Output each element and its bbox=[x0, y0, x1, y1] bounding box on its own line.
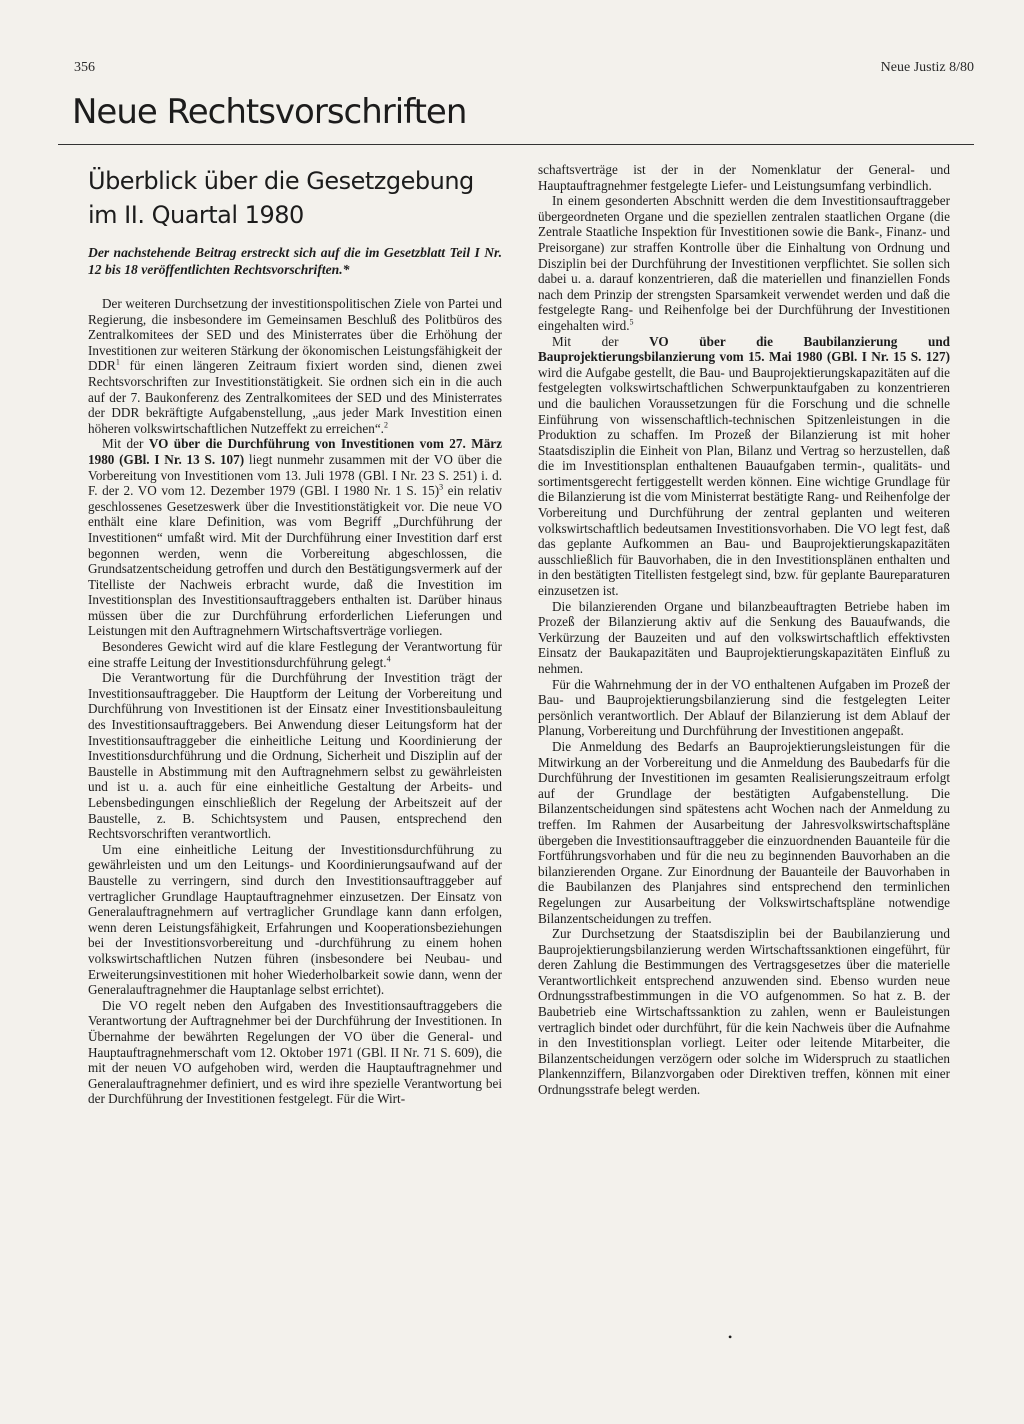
header-rule bbox=[58, 144, 974, 145]
paragraph-text: für einen längeren Zeitraum fixiert worden sind, dienen zwei Rechtsvorschriften zur Investitionstätigkeit. Sie ordnen sich ein in die auch auf der 7. Baukonferenz des Zentralkomitees der SED und des Ministerrates der DDR bekräftigte Aufgabenstellung, „aus jeder Mark Investition einen höheren volkswirtschaftlichen Nutzeffekt zu erreichen“. bbox=[88, 358, 502, 436]
paragraph-text: Besonderes Gewicht wird auf die klare Festlegung der Verantwortung für eine straffe Leitung der Investitionsdurchführung gelegt. bbox=[88, 639, 502, 670]
paragraph bbox=[88, 436, 502, 639]
paragraph-continued: schaftsverträge ist der in der Nomenklatur der General- und Hauptauftragnehmer festgelegte Liefer- und Leistungsumfang verbindlich. bbox=[538, 162, 950, 193]
regulation-citation: VO über die Baubilanzierung und Bauprojektierungsbilanzierung vom 15. Mai 1980 (GBl. I Nr. 15 S. 127) bbox=[538, 333, 950, 365]
paragraph: Zur Durchsetzung der Staatsdisziplin bei der Baubilanzierung und Bauprojektierungsbilanzierung werden Wirtschaftssanktionen eingeführt, für deren Zahlung die Bestimmungen des Vertragsgesetzes über die materielle Verantwortlichkeit entsprechend anzuwenden sind. Ebenso wurden neue Ordnungsstrafbestimmungen in die VO aufgenommen. So hat z. B. der Baubetrieb eine Wirtschaftssanktion zu zahlen, wenn er Bauleistungen vertraglich bindet oder durchführt, für die kein Nachweis über die Aufnahme in den Investitionsplan vorliegt. Leiter oder leitende Mitarbeiter, die Bilanzentscheidungen verzögern oder solche im Widerspruch zu staatlichen Plankennziffern, Bilanzvorgaben oder Direktiven treffen, können mit einer Ordnungsstrafe belegt werden. bbox=[538, 926, 950, 1098]
paragraph: Für die Wahrnehmung der in der VO enthaltenen Aufgaben im Prozeß der Bau- und Bauprojektierungsbilanzierung sind die festgelegten Leiter persönlich verantwortlich. Der Ablauf der Bilanzierung ist dem Ablauf der Planung, Vorbereitung und Durchführung der Investitionen angepaßt. bbox=[538, 676, 950, 739]
article-title-line-1: Überblick über die Gesetzgebung bbox=[88, 167, 474, 195]
paragraph-text: liegt nunmehr zusammen mit der VO über die Vorbereitung von Investitionen vom 13. Juli 1978 (GBl. I Nr. 23 S. 251) i. d. F. der 2. VO vom 12. Dezember 1979 (GBl. I 1980 Nr. 1 S. 15) bbox=[88, 451, 502, 499]
right-column bbox=[538, 162, 950, 1098]
paragraph bbox=[538, 193, 950, 333]
paragraph-text: wird die Aufgabe gestellt, die Bau- und Bauprojektierungskapazitäten auf die festgelegten volkswirtschaftlichen Schwerpunktaufgaben zu konzentrieren und die baulichen Voraussetzungen für die Forschung und die schnelle Einführung von wissenschaftlich-technischen Spitzenleistungen in die Produktion zu schaffen. Im Prozeß der Bilanzierung ist mit hoher Staatsdisziplin die Einheit von Plan, Bilanz und Vertrag so herzustellen, daß die im Investitionsplan enthaltenen Bauaufgaben termin-, qualitäts- und sortimentsgerecht fertiggestellt werden können. Eine wichtige Grundlage für die Bilanzierung ist die vom Ministerrat bestätigte Rang- und Reihenfolge der Vorbereitung und Durchführung der zentral geplanten und weiteren volkswirtschaftlich bedeutsamen Investitionsvorhaben. Die VO legt fest, daß das geplante Aufkommen an Bau- und Bauprojektierungskapazitäten ausschließlich für Bauvorhaben, die in den Investitionsplänen enthalten und in den bestätigten Titellisten festgelegt sind, bzw. für geplante Baureparaturen einzusetzen ist. bbox=[538, 364, 950, 599]
footnote-ref: 3 bbox=[439, 482, 444, 492]
paragraph-text: Mit der bbox=[552, 333, 650, 349]
paragraph bbox=[538, 334, 950, 599]
footnote-ref: 4 bbox=[386, 654, 391, 664]
paragraph bbox=[88, 639, 502, 670]
left-column bbox=[88, 244, 502, 1107]
paragraph: Die Anmeldung des Bedarfs an Bauprojektierungsleistungen für die Mitwirkung an der Vorbereitung und die Anmeldung des Baubedarfs für die Durchführung der Investitionen im gesamten Realisierungszeitraum erfolgt auf der Grundlage der bestätigten Aufgabenstellung. Die Bilanzentscheidungen sind spätestens acht Wochen nach der Anmeldung zu treffen. Im Rahmen der Ausarbeitung der Jahresvolkswirtschaftspläne übergeben die Investitionsauftraggeber die einzuordnenden Bauanteile für die Fortführungsvorhaben und für die neu zu beginnenden Bauvorhaben an die bilanzierenden Organe. Zur Einordnung der Bauanteile der Bauvorhaben in die Baubilanzen des Planjahres sind entsprechend den terminlichen Regelungen zur Ausarbeitung der Volkswirtschaftspläne notwendige Bilanzentscheidungen zu treffen. bbox=[538, 738, 950, 926]
article-title bbox=[88, 164, 498, 232]
journal-issue: Neue Justiz 8/80 bbox=[880, 60, 974, 75]
paragraph-text: In einem gesonderten Abschnitt werden die dem Investitionsauftraggeber übergeordneten Organe und die speziellen zentralen staatlichen Organe (die Zentrale Staatliche Inspektion für Investitionen sowie die Bank-, Finanz- und Preisorgane) zur straffen Kontrolle über die Einhaltung von Ordnung und Disziplin bei der Durchführung der Investitionen verpflichtet. Sie sollen sich dabei u. a. darauf konzentrieren, daß die materiellen und finanziellen Fonds nach dem Prinzip der strengsten Sparsamkeit verwendet werden und daß die festgelegte Rang- und Reihenfolge bei der Durchführung der Investitionen eingehalten wird. bbox=[538, 193, 950, 333]
footnote-ref: 5 bbox=[629, 317, 634, 327]
paragraph: Die VO regelt neben den Aufgaben des Investitionsauftraggebers die Verantwortung der Auftragnehmer bei der Durchführung der Investitionen. In Übernahme der bewährten Regelungen der VO über die General- und Hauptauftragnehmerschaft vom 12. Oktober 1971 (GBl. II Nr. 71 S. 609), die mit der neuen VO aufgehoben wird, werden die Hauptauftragnehmer und Generalauftragnehmer definiert, und es wird ihre spezielle Verantwortung bei der Durchführung der Investitionen festgelegt. Für die Wirt- bbox=[88, 997, 502, 1107]
running-head bbox=[74, 60, 974, 80]
paragraph-text: ein relativ geschlossenes Gesetzeswerk über die Investitionstätigkeit vor. Die neue VO enthält eine klare Definition, was vom Begriff „Durchführung der Investitionen“ umfaßt wird. Mit der Durchführung einer Investition darf erst begonnen werden, wenn die Vorbereitung abgeschlossen, die Grundsatzentscheidung getroffen und durch den Bestätigungsvermerk auf der Titelliste der Nachweis erbracht wurde, daß die Investition im Investitionsplan des Investitionsauftraggebers enthalten ist. Darüber hinaus müssen über die zur Durchführung erforderlichen Lieferungen und Leistungen mit den Auftragnehmern Wirtschaftsverträge vorliegen. bbox=[88, 483, 502, 639]
paragraph: Die bilanzierenden Organe und bilanzbeauftragten Betriebe haben im Prozeß der Bilanzierung aktiv auf die Senkung des Bauaufwands, die Verkürzung der Bauzeiten und auf den volkswirtschaftlich effektivsten Einsatz der Baukapazitäten und Bauprojektierungskapazitäten Einfluß zu nehmen. bbox=[538, 598, 950, 676]
regulation-citation: VO über die Durchführung von Investitionen vom 27. März 1980 (GBl. I Nr. 13 S. 107) bbox=[88, 436, 502, 467]
paragraph-text: Mit der bbox=[102, 436, 149, 452]
end-mark: • bbox=[728, 1330, 733, 1344]
footnote-ref: 2 bbox=[383, 420, 388, 430]
lead-paragraph: Der nachstehende Beitrag erstreckt sich auf die im Gesetzblatt Teil I Nr. 12 bis 18 veröffentlichten Rechtsvorschriften.* bbox=[88, 245, 502, 277]
footnote-ref: 1 bbox=[115, 357, 120, 367]
paragraph: Die Verantwortung für die Durchführung der Investition trägt der Investitionsauftraggeber. Die Hauptform der Leitung der Vorbereitung und Durchführung von Investitionen ist der Einsatz einer Investitionsbauleitung des Investitionsauftraggebers. Bei Anwendung dieser Leitungsform hat der Investitionsauftraggeber die einheitliche Leitung und Koordinierung der Investitionsdurchführung und die Ordnung, Sicherheit und Disziplin auf der Baustelle in Abstimmung mit den Auftragnehmern selbst zu gewährleisten und ist u. a. auch für eine einheitliche Gestaltung der Arbeits- und Lebensbedingungen einschließlich der Regelung der Arbeitszeit auf der Baustelle, z. B. Schichtsystem und Pausen, entsprechend den Rechtsvorschriften verantwortlich. bbox=[88, 670, 502, 842]
paragraph: Um eine einheitliche Leitung der Investitionsdurchführung zu gewährleisten und um den Leitungs- und Koordinierungsaufwand auf der Baustelle zu verringern, sind durch den Investitionsauftraggeber auf vertraglicher Grundlage Hauptauftragnehmer einzusetzen. Der Einsatz von Generalauftragnehmern auf vertraglicher Grundlage kann dann erfolgen, wenn deren Leistungsfähigkeit, Erfahrungen und Kooperationsbeziehungen bei der Investitionsvorbereitung und -durchführung zu einem hohen volkswirtschaftlichen Nutzen führen (insbesondere bei Neubau- und Erweiterungsinvestitionen mit hoher Wiederholbarkeit sowie dann, wenn der Generalauftragnehmer die Hauptanlage selbst errichtet). bbox=[88, 841, 502, 998]
paragraph bbox=[88, 296, 502, 436]
section-title: Neue Rechtsvorschriften bbox=[72, 92, 467, 132]
page-number: 356 bbox=[74, 60, 95, 75]
article-title-line-2: im II. Quartal 1980 bbox=[88, 201, 304, 229]
paragraph-text: Der weiteren Durchsetzung der investitionspolitischen Ziele von Partei und Regierung, die insbesondere im Gemeinsamen Beschluß des Politbüros des Zentralkomitees der SED und des Ministerrates über die Erhöhung der Investitionen zur weiteren Stärkung der ökonomischen Leistungsfähigkeit der DDR bbox=[88, 296, 502, 374]
